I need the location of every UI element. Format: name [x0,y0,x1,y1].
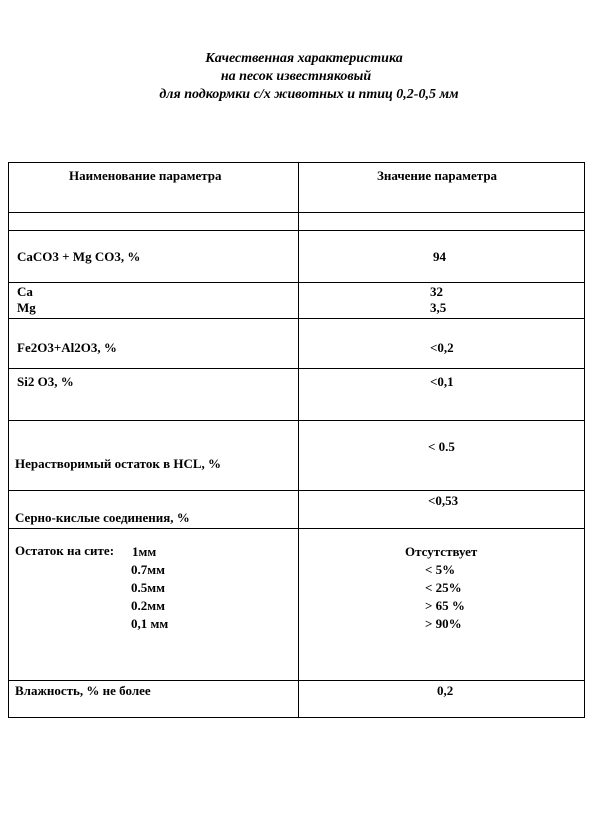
sulfur-name: Серно-кислые соединения, % [15,510,190,525]
header-value-cell [299,163,585,213]
table-row [9,529,585,681]
spacer-cell-left [9,213,299,231]
ca-value: 32 [430,284,443,299]
caco3-value: 94 [433,249,446,264]
row-name-cell [9,491,299,529]
table-row [9,283,585,319]
sulfur-value: <0,53 [428,493,459,508]
sieve-label: Остаток на сите: [15,543,115,558]
ca-name: Ca [17,284,33,299]
sieve-value-4: > 65 % [425,598,465,613]
table-row [9,491,585,529]
moisture-value: 0,2 [437,683,454,698]
row-name-cell [9,421,299,491]
mg-name: Mg [17,300,36,315]
si-value: <0,1 [430,374,454,389]
sieve-size-4: 0.2мм [131,598,165,613]
fe-name: Fe2O3+Al2O3, % [17,340,117,355]
sieve-sizes [132,543,298,561]
row-name-cell [9,681,299,718]
sieve-value-1: Отсутствует [405,544,478,559]
title-line-1: Качественная характеристика [205,51,403,66]
sieve-size-5: 0,1 мм [131,616,169,631]
sieve-size-1: 1мм [132,544,157,559]
sieve-value-3: < 25% [425,580,462,595]
document-title [0,50,600,104]
table-row [9,369,585,421]
row-value-cell [299,369,585,421]
row-name-cell [9,529,299,681]
sieve-values-rest [425,561,584,633]
row-name-cell [9,369,299,421]
sieve-sizes-rest [131,561,298,633]
hcl-name: Нерастворимый остаток в HCL, % [15,456,222,471]
row-name-cell [9,283,299,319]
row-name-cell [9,319,299,369]
row-value-cell [299,421,585,491]
spec-table [8,162,585,718]
row-value-cell [299,319,585,369]
row-name-cell [9,231,299,283]
header-value: Значение параметра [377,168,498,183]
header-name-cell [9,163,299,213]
row-value-cell [299,231,585,283]
table-header-row [9,163,585,213]
table-row [9,319,585,369]
title-line-3: для подкормки с/х животных и птиц 0,2-0,5 мм [159,87,459,102]
row-value-cell [299,681,585,718]
table-row [9,421,585,491]
spacer-cell-right [299,213,585,231]
mg-value: 3,5 [430,300,447,315]
row-value-cell [299,529,585,681]
table-row [9,681,585,718]
spacer-row [9,213,585,231]
row-value-cell [299,491,585,529]
sieve-size-2: 0.7мм [131,562,165,577]
sieve-value-2: < 5% [425,562,456,577]
caco3-name: CaCO3 + Mg CO3, % [17,249,141,264]
fe-value: <0,2 [430,340,454,355]
header-name: Наименование параметра [69,168,222,183]
title-line-2: на песок известняковый [220,69,372,84]
row-value-cell [299,283,585,319]
sieve-value-5: > 90% [425,616,462,631]
si-name: Si2 O3, % [17,374,74,389]
sieve-value-first [405,543,584,561]
hcl-value: < 0.5 [428,439,455,454]
table-row [9,231,585,283]
sieve-size-3: 0.5мм [131,580,165,595]
moisture-name: Влажность, % не более [15,683,151,698]
